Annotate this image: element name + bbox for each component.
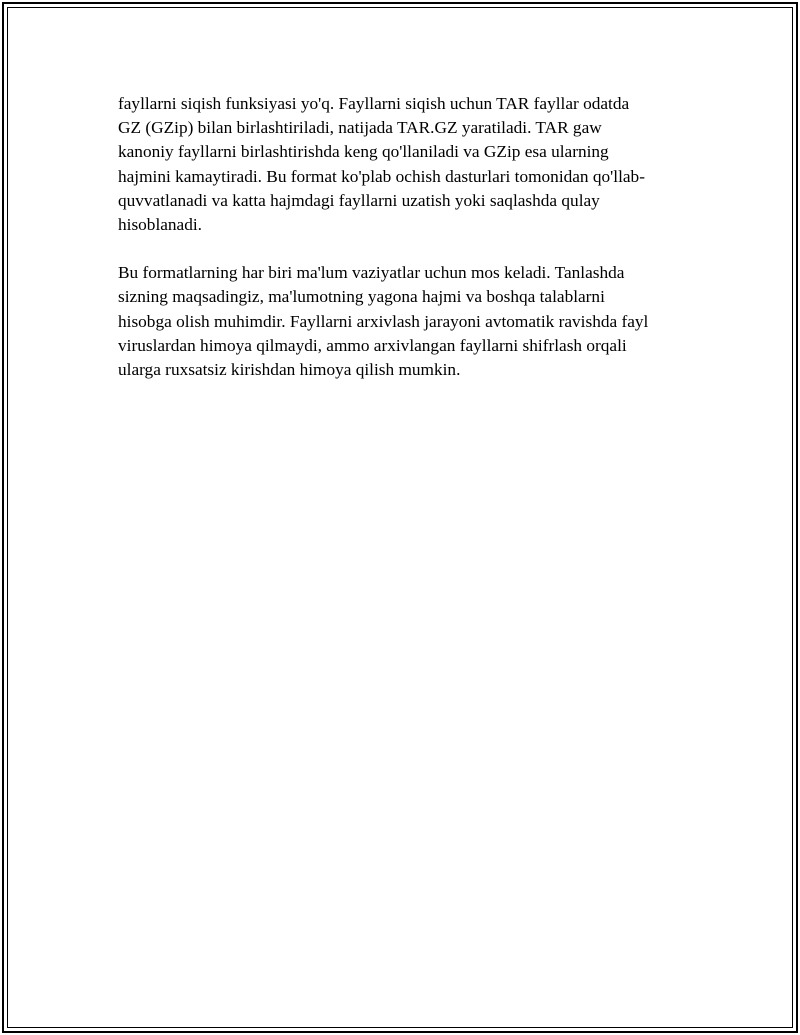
text-line: sizning maqsadingiz, ma'lumotning yagona hajmi va boshqa talablarni — [118, 287, 605, 307]
text-line: quvvatlanadi va katta hajmdagi fayllarni uzatish yoki saqlashda qulay — [118, 190, 600, 210]
text-line: viruslardan himoya qilmaydi, ammo arxivlangan fayllarni shifrlash orqali — [118, 335, 627, 355]
paragraph-tar-gz — [118, 92, 698, 237]
text-line: kanoniy fayllarni birlashtirishda keng qo'llaniladi va GZip esa ularning — [118, 142, 609, 162]
text-line: hisobga olish muhimdir. Fayllarni arxivlash jarayoni avtomatik ravishda fayl — [118, 311, 649, 331]
text-line: Bu formatlarning har biri ma'lum vaziyatlar uchun mos keladi. Tanlashda — [118, 263, 625, 283]
text-line: fayllarni siqish funksiyasi yo'q. Fayllarni siqish uchun TAR fayllar odatda — [118, 94, 630, 113]
text-line: hajmini kamaytiradi. Bu format ko'plab ochish dasturlari tomonidan qo'llab- — [118, 166, 645, 186]
document-body — [118, 92, 698, 382]
text-line: GZ (GZip) bilan birlashtiriladi, natijada TAR.GZ yaratiladi. TAR gaw — [118, 118, 602, 138]
text-line: ularga ruxsatsiz kirishdan himoya qilish mumkin. — [118, 360, 461, 380]
paragraph-conclusion — [118, 261, 698, 382]
text-line: hisoblanadi. — [118, 215, 202, 235]
